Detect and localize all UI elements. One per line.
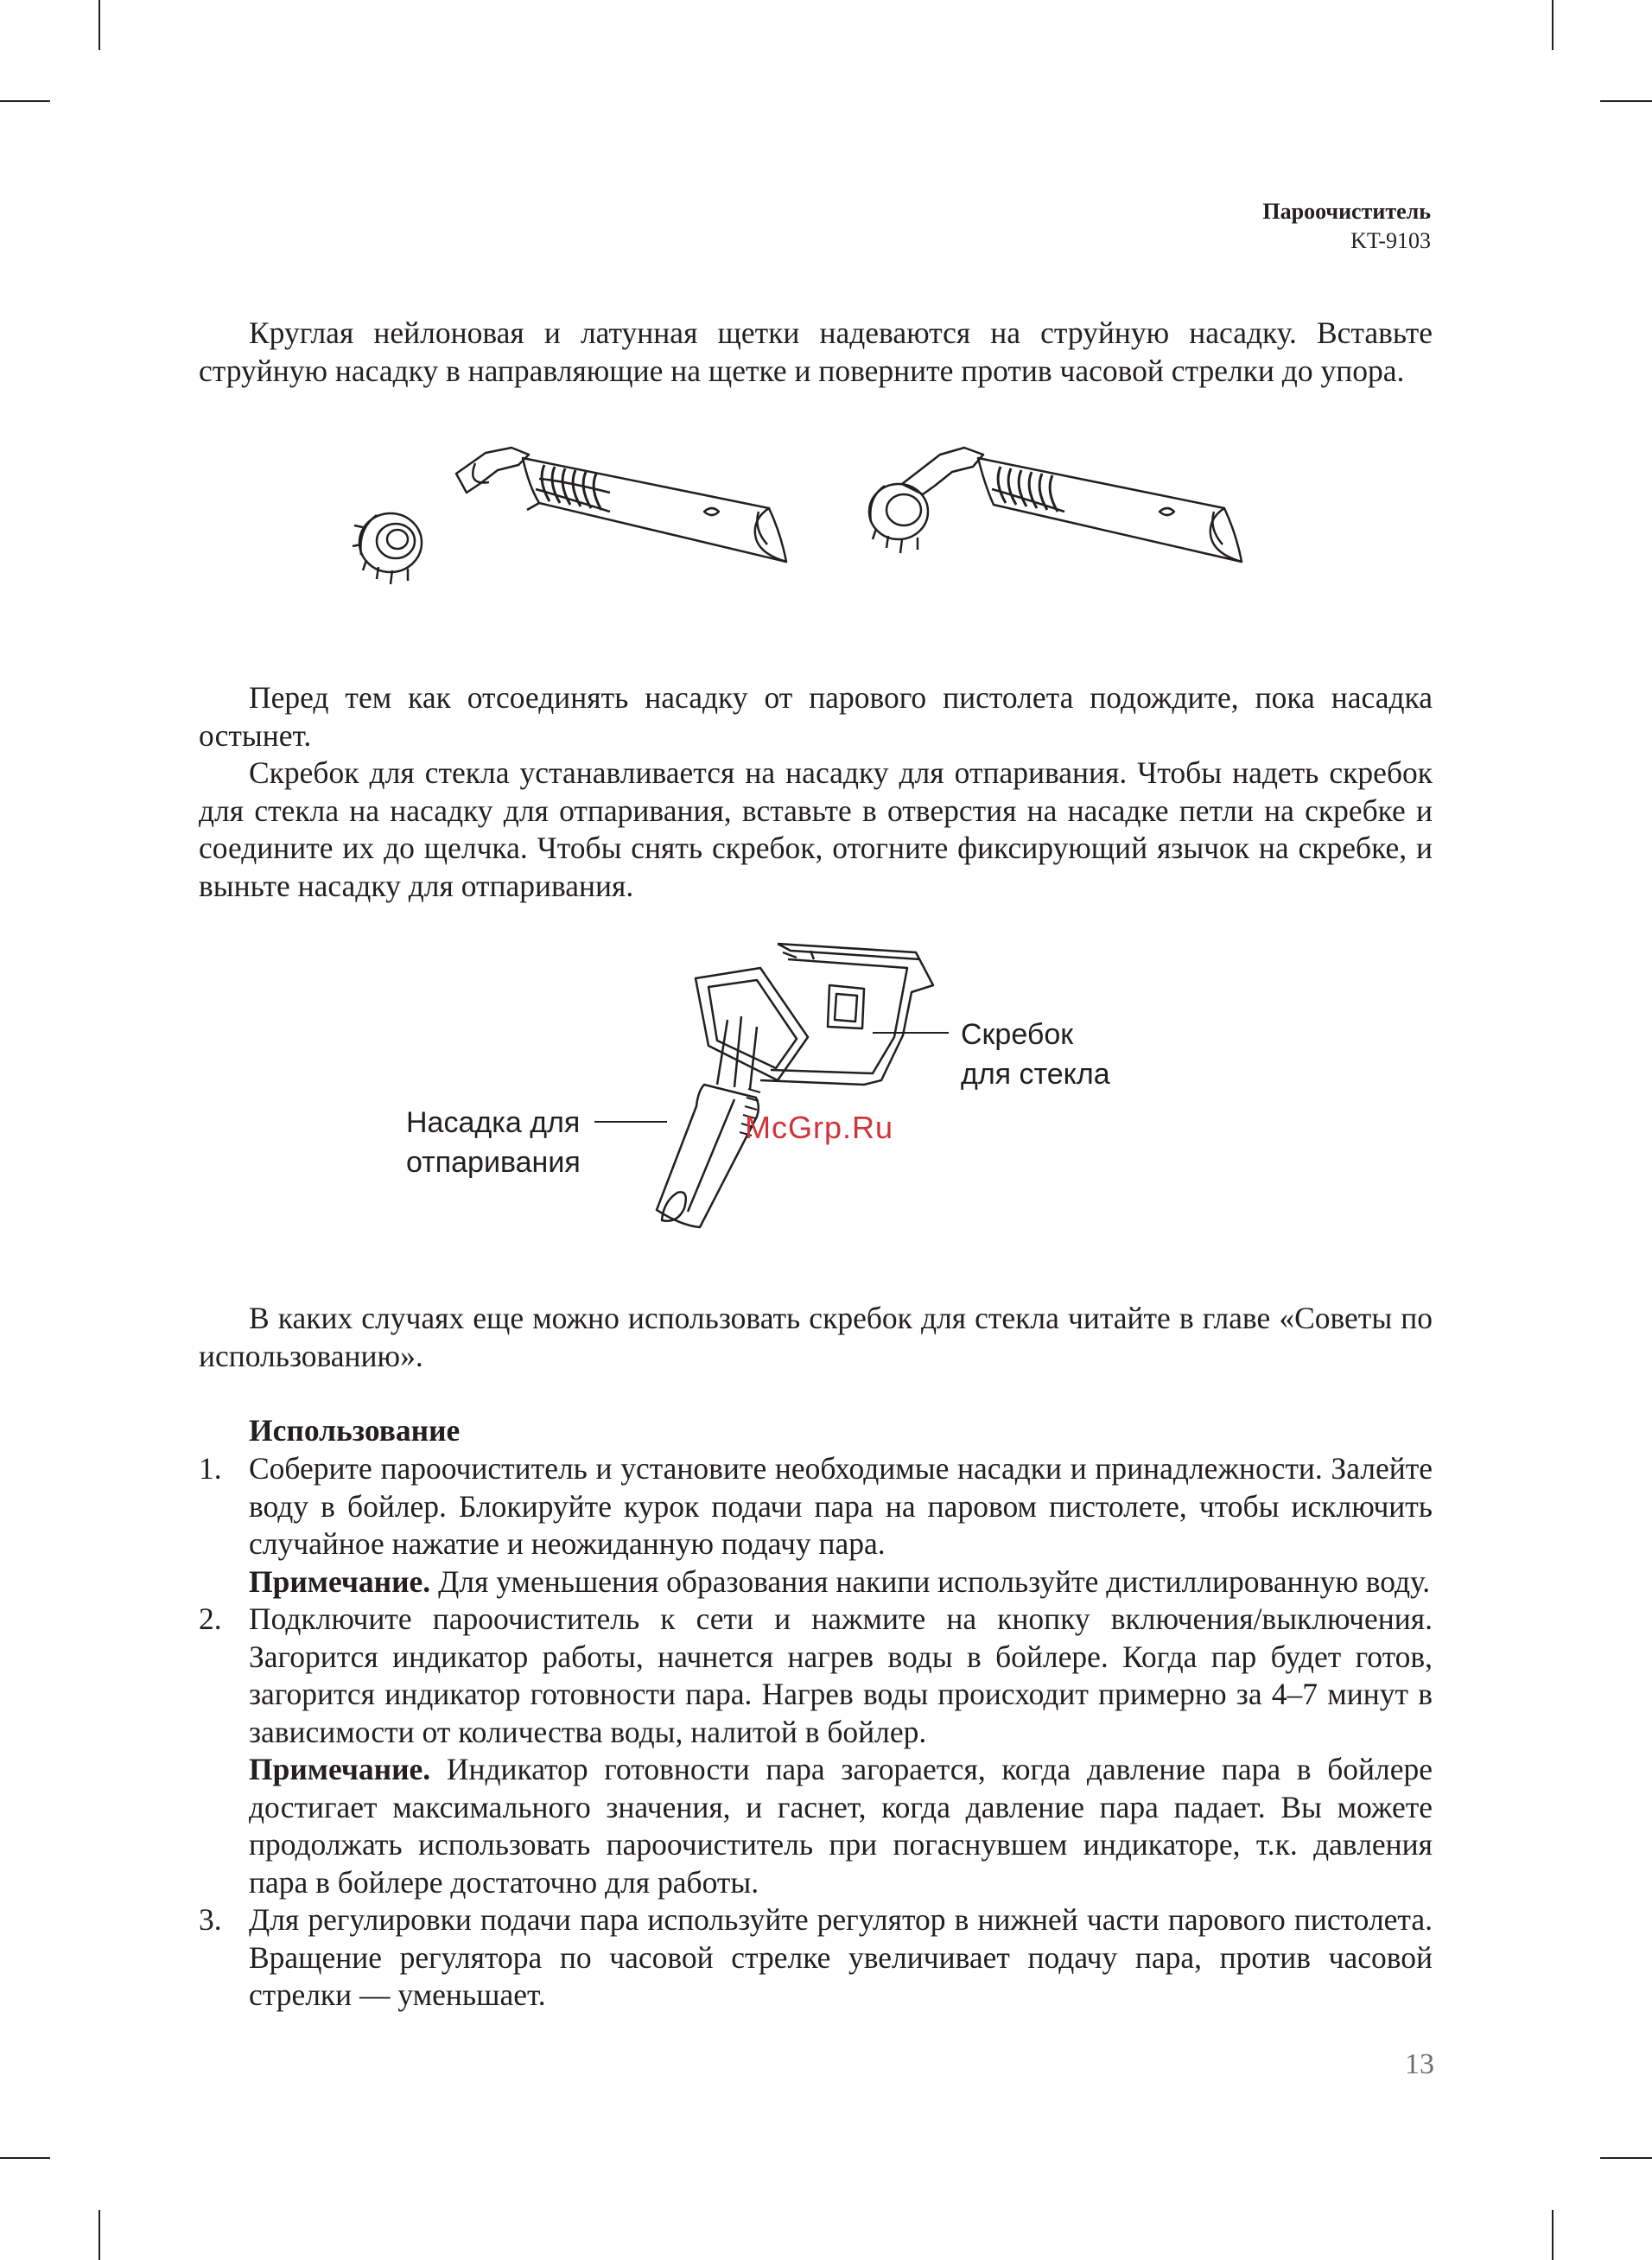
crop-mark <box>1552 0 1554 50</box>
note-label: Примечание. <box>249 1563 431 1599</box>
list-item-note <box>249 1751 1433 1901</box>
crop-mark <box>0 2157 50 2159</box>
note-text: Для уменьшения образования накипи используйте дистиллированную воду. <box>430 1563 1431 1599</box>
brush-drawing-left <box>353 513 422 584</box>
section-heading-usage: Использование <box>249 1413 461 1448</box>
crop-mark <box>98 0 100 50</box>
callout-scraper-line1: Скребок <box>961 1018 1074 1051</box>
watermark: McGrp.Ru <box>745 1110 894 1145</box>
callout-nozzle <box>406 1103 581 1182</box>
list-item-text: Для регулировки подачи пара используйте регулятор в нижней части парового пистолета. Вращение регулятора по часовой стрелке увеличивает подачу пара, против часовой стрелки — уменьшает. <box>249 1902 1433 2012</box>
header-model: KT-9103 <box>1350 228 1431 253</box>
nozzle-drawing-right <box>902 448 1242 562</box>
list-item <box>199 1601 1433 1901</box>
nozzle-drawing-left <box>456 448 786 562</box>
header-title: Пароочиститель <box>1262 199 1431 224</box>
list-item-text: Подключите пароочиститель к сети и нажмите на кнопку включения/выключения. Загорится индикатор работы, начнется нагрев воды в бойлере. Когда пар будет готов, загорится индикатор готовности пара. Нагрев воды происходит примерно за 4–7 минут в зависимости от количества воды, налитой в бойлер. <box>249 1601 1433 1749</box>
paragraph-tips-reference: В каких случаях еще можно использовать скребок для стекла читайте в главе «Советы по использованию». <box>199 1301 1433 1373</box>
crop-mark <box>98 2210 100 2260</box>
callout-scraper-line2: для стекла <box>961 1058 1110 1091</box>
paragraph-scraper: Скребок для стекла устанавливается на насадку для отпаривания. Чтобы надеть скребок для стекла на насадку для отпаривания, вставьте в отверстия на насадке петли на скребке и соедините их до щелчка. Чтобы снять скребок, отогните фиксирующий язычок на скребке, и выньте насадку для отпаривания. <box>199 755 1433 903</box>
page-number: 13 <box>1405 2048 1434 2080</box>
text-block-scraper <box>199 679 1433 905</box>
usage-list <box>199 1450 1433 2015</box>
note-label: Примечание. <box>249 1752 431 1786</box>
list-item-text: Соберите пароочиститель и установите необходимые насадки и принадлежности. Залейте воду в бойлер. Блокируйте курок подачи пара на паровом пистолете, чтобы исключить случайное нажатие и неожиданную подачу пара. <box>249 1451 1433 1561</box>
list-item-number: 1. <box>199 1451 222 1486</box>
crop-mark <box>1600 100 1652 102</box>
note-text: Индикатор готовности пара загорается, когда давление пара в бойлере достигает максимального значения, и гаснет, когда давление пара падает. Вы можете продолжать использовать пароочиститель при погаснувшем индикаторе, т.к. давления пара в бойлере достаточно для работы. <box>249 1752 1433 1900</box>
list-item-number: 2. <box>199 1601 222 1636</box>
text-block-brushes <box>199 315 1433 390</box>
steam-nozzle-drawing <box>657 968 808 1227</box>
running-header <box>1262 197 1431 256</box>
list-item-note <box>249 1563 1433 1601</box>
crop-mark <box>0 100 50 102</box>
callout-nozzle-line2: отпаривания <box>406 1146 581 1179</box>
list-item <box>199 1450 1433 1601</box>
list-item <box>199 1901 1433 2015</box>
figure-glass-scraper <box>588 933 968 1279</box>
brush-drawing-right <box>869 484 928 553</box>
crop-mark <box>1552 2210 1554 2260</box>
figure-brush-nozzle <box>328 432 1296 605</box>
paragraph-brushes: Круглая нейлоновая и латунная щетки надеваются на струйную насадку. Вставьте струйную насадку в направляющие на щетке и поверните против часовой стрелки до упора. <box>199 315 1433 388</box>
crop-mark <box>1600 2157 1652 2159</box>
list-item-number: 3. <box>199 1902 222 1937</box>
callout-scraper <box>961 1015 1110 1094</box>
paragraph-cooldown: Перед тем как отсоединять насадку от парового пистолета подождите, пока насадка остынет. <box>199 680 1433 753</box>
scraper-drawing <box>760 944 933 1085</box>
callout-nozzle-line1: Насадка для <box>406 1106 581 1139</box>
text-block-tips <box>199 1300 1433 1375</box>
